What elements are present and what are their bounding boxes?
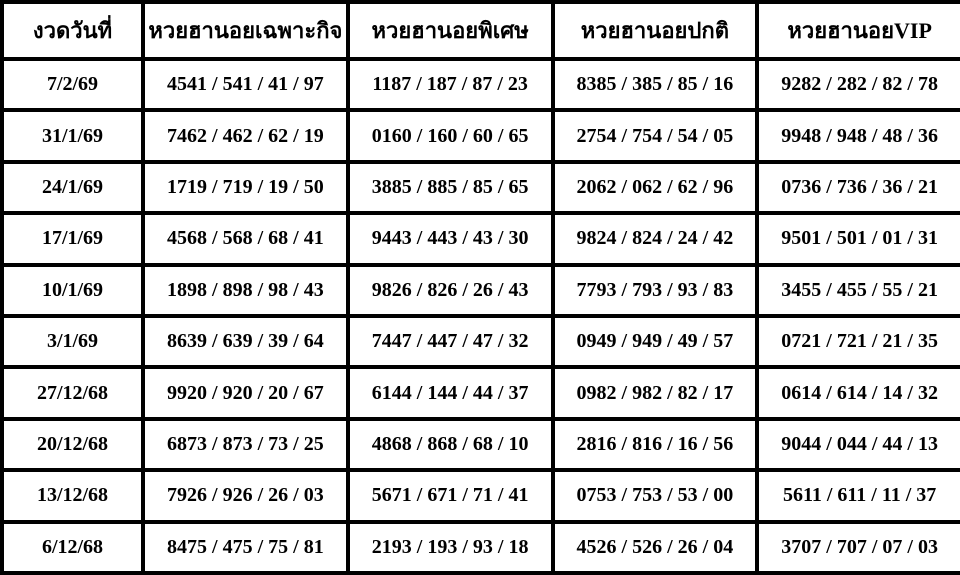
result-numbers-cell: 4526 / 526 / 26 / 04 — [553, 522, 758, 573]
table-header — [2, 2, 960, 59]
result-numbers-cell: 9282 / 282 / 82 / 78 — [757, 59, 960, 110]
result-numbers-cell: 9044 / 044 / 44 / 13 — [757, 419, 960, 470]
table-row — [2, 522, 960, 573]
table-body — [2, 59, 960, 573]
result-numbers-cell: 9824 / 824 / 24 / 42 — [553, 213, 758, 264]
result-numbers-cell: 9920 / 920 / 20 / 67 — [143, 367, 348, 418]
column-header-hanoi-phiset: หวยฮานอยพิเศษ — [348, 2, 553, 59]
result-numbers-cell: 9443 / 443 / 43 / 30 — [348, 213, 553, 264]
result-numbers-cell: 0614 / 614 / 14 / 32 — [757, 367, 960, 418]
draw-date-cell: 20/12/68 — [2, 419, 143, 470]
table-row — [2, 316, 960, 367]
result-numbers-cell: 4868 / 868 / 68 / 10 — [348, 419, 553, 470]
column-header-hanoi-pokati: หวยฮานอยปกติ — [553, 2, 758, 59]
result-numbers-cell: 2816 / 816 / 16 / 56 — [553, 419, 758, 470]
result-numbers-cell: 6144 / 144 / 44 / 37 — [348, 367, 553, 418]
header-row — [2, 2, 960, 59]
result-numbers-cell: 1898 / 898 / 98 / 43 — [143, 265, 348, 316]
table-row — [2, 110, 960, 161]
result-numbers-cell: 7462 / 462 / 62 / 19 — [143, 110, 348, 161]
table-row — [2, 162, 960, 213]
result-numbers-cell: 3455 / 455 / 55 / 21 — [757, 265, 960, 316]
table-row — [2, 419, 960, 470]
result-numbers-cell: 3885 / 885 / 85 / 65 — [348, 162, 553, 213]
result-numbers-cell: 8639 / 639 / 39 / 64 — [143, 316, 348, 367]
result-numbers-cell: 9948 / 948 / 48 / 36 — [757, 110, 960, 161]
result-numbers-cell: 7793 / 793 / 93 / 83 — [553, 265, 758, 316]
draw-date-cell: 31/1/69 — [2, 110, 143, 161]
result-numbers-cell: 1719 / 719 / 19 / 50 — [143, 162, 348, 213]
result-numbers-cell: 6873 / 873 / 73 / 25 — [143, 419, 348, 470]
table-row — [2, 59, 960, 110]
result-numbers-cell: 2754 / 754 / 54 / 05 — [553, 110, 758, 161]
result-numbers-cell: 7447 / 447 / 47 / 32 — [348, 316, 553, 367]
draw-date-cell: 6/12/68 — [2, 522, 143, 573]
result-numbers-cell: 0736 / 736 / 36 / 21 — [757, 162, 960, 213]
draw-date-cell: 24/1/69 — [2, 162, 143, 213]
column-header-draw-date: งวดวันที่ — [2, 2, 143, 59]
result-numbers-cell: 0160 / 160 / 60 / 65 — [348, 110, 553, 161]
result-numbers-cell: 0949 / 949 / 49 / 57 — [553, 316, 758, 367]
result-numbers-cell: 0982 / 982 / 82 / 17 — [553, 367, 758, 418]
draw-date-cell: 3/1/69 — [2, 316, 143, 367]
draw-date-cell: 7/2/69 — [2, 59, 143, 110]
column-header-hanoi-chaphokij: หวยฮานอยเฉพาะกิจ — [143, 2, 348, 59]
result-numbers-cell: 5671 / 671 / 71 / 41 — [348, 470, 553, 521]
result-numbers-cell: 7926 / 926 / 26 / 03 — [143, 470, 348, 521]
result-numbers-cell: 9501 / 501 / 01 / 31 — [757, 213, 960, 264]
table-row — [2, 265, 960, 316]
result-numbers-cell: 8385 / 385 / 85 / 16 — [553, 59, 758, 110]
result-numbers-cell: 2193 / 193 / 93 / 18 — [348, 522, 553, 573]
result-numbers-cell: 8475 / 475 / 75 / 81 — [143, 522, 348, 573]
table-row — [2, 367, 960, 418]
result-numbers-cell: 2062 / 062 / 62 / 96 — [553, 162, 758, 213]
result-numbers-cell: 0721 / 721 / 21 / 35 — [757, 316, 960, 367]
draw-date-cell: 10/1/69 — [2, 265, 143, 316]
table-row — [2, 470, 960, 521]
draw-date-cell: 17/1/69 — [2, 213, 143, 264]
result-numbers-cell: 1187 / 187 / 87 / 23 — [348, 59, 553, 110]
result-numbers-cell: 4541 / 541 / 41 / 97 — [143, 59, 348, 110]
table-row — [2, 213, 960, 264]
draw-date-cell: 13/12/68 — [2, 470, 143, 521]
result-numbers-cell: 5611 / 611 / 11 / 37 — [757, 470, 960, 521]
column-header-hanoi-vip: หวยฮานอยVIP — [757, 2, 960, 59]
draw-date-cell: 27/12/68 — [2, 367, 143, 418]
result-numbers-cell: 9826 / 826 / 26 / 43 — [348, 265, 553, 316]
result-numbers-cell: 0753 / 753 / 53 / 00 — [553, 470, 758, 521]
result-numbers-cell: 4568 / 568 / 68 / 41 — [143, 213, 348, 264]
result-numbers-cell: 3707 / 707 / 07 / 03 — [757, 522, 960, 573]
